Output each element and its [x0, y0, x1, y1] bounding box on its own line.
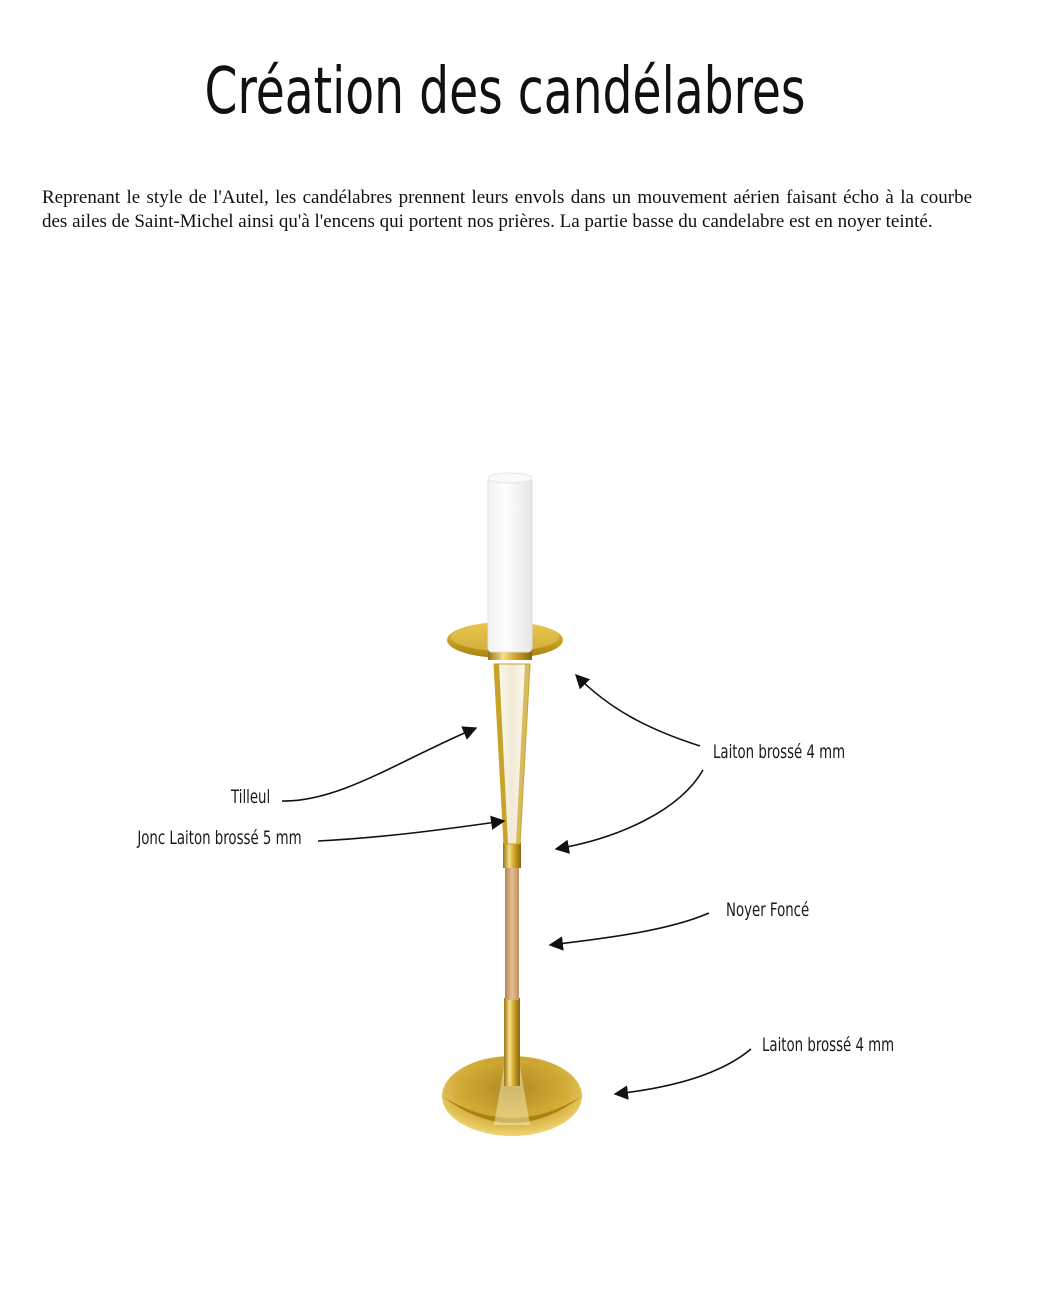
- upper-brass-sleeve: [503, 842, 521, 868]
- linden-cone: [494, 664, 530, 844]
- label-tilleul: Tilleul: [230, 786, 270, 808]
- lower-brass-sleeve: [504, 998, 520, 1086]
- arrow-jonc: [318, 821, 504, 841]
- label-laiton-base: Laiton brossé 4 mm: [762, 1034, 895, 1056]
- intro-paragraph: Reprenant le style de l'Autel, les candélabres prennent leurs envols dans un mouvement aérien faisant écho à la courbe des ailes de Saint-Michel ainsi qu'à l'encens qui portent nos prières. La partie basse du candelabre est en noyer teinté.: [42, 187, 972, 232]
- arrow-noyer: [550, 913, 709, 945]
- arrow-tilleul: [282, 728, 476, 801]
- arrow-laiton-top-1: [576, 675, 700, 746]
- label-laiton-top: Laiton brossé 4 mm: [713, 741, 846, 763]
- label-noyer-fonce: Noyer Foncé: [726, 899, 810, 921]
- arrow-laiton-top-2: [556, 770, 703, 849]
- walnut-stem: [505, 866, 519, 1000]
- page-title: Création des candélabres: [204, 55, 806, 129]
- arrow-laiton-base: [615, 1049, 751, 1094]
- label-jonc-laiton: Jonc Laiton brossé 5 mm: [137, 827, 302, 849]
- white-candle: [488, 473, 532, 652]
